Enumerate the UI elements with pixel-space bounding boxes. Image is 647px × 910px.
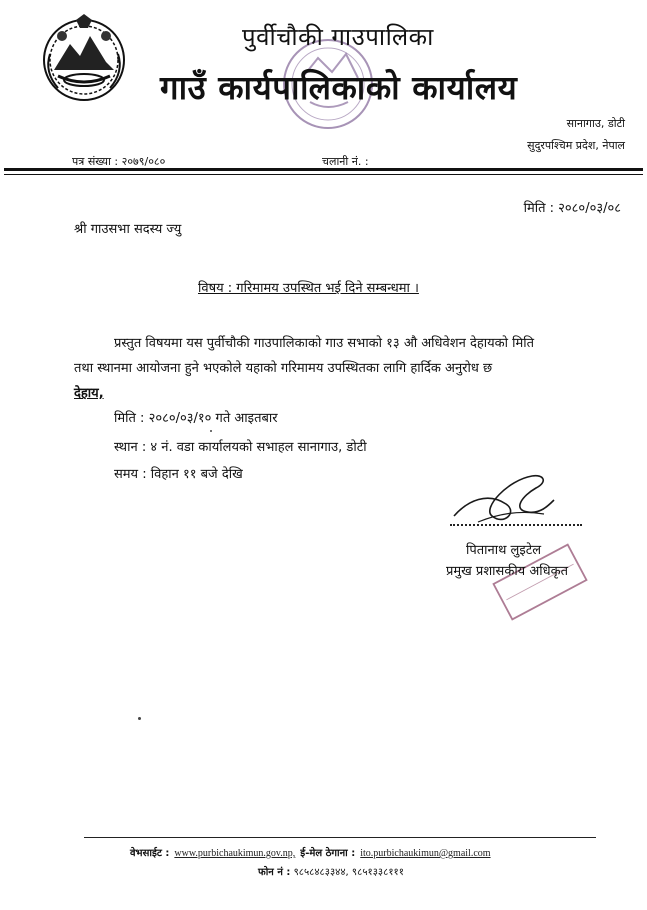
letter-date: मिति : २०८०/०३/०८	[523, 201, 621, 216]
footer-contact-line	[130, 845, 491, 859]
website-link[interactable]: www.purbichaukimun.gov.np,	[174, 848, 296, 859]
signature-line	[450, 524, 582, 526]
body-line-1: प्रस्तुत विषयमा यस पुर्वीचौकी गाउपालिकाको गाउ सभाको १३ औ अधिवेशन देहायको मिति	[114, 336, 535, 351]
footer-phone-line	[258, 864, 404, 878]
address-line-1: सानागाउ, डोटी	[566, 117, 625, 130]
email-link[interactable]: ito.purbichaukimun@gmail.com	[360, 848, 491, 859]
phone-numbers: ९८५८४८३३४४, ९८५१३३८१११	[293, 867, 404, 878]
signatory-name: पितानाथ लुइटेल	[466, 543, 542, 558]
dispatch-number: चलानी नं. :	[322, 155, 369, 168]
detail-date: मिति : २०८०/०३/१० गते आइतबार	[114, 411, 278, 426]
header-divider-thick	[4, 168, 643, 171]
body-line-2: तथा स्थानमा आयोजना हुने भएकोले यहाको गरिमामय उपस्थितका लागि हार्दिक अनुरोध छ	[74, 361, 493, 376]
office-name: गाउँ कार्यपालिकाको कार्यालय	[160, 68, 518, 107]
website-label: वेभसाईट :	[130, 848, 170, 859]
detail-time: समय : विहान ११ बजे देखि	[114, 467, 243, 482]
email-label: ई-मेल ठेगाना :	[300, 848, 356, 859]
reference-number: पत्र संख्या : २०७९/०८०	[72, 155, 166, 168]
header-divider-thin	[4, 174, 643, 175]
scan-speck	[210, 430, 212, 432]
details-heading: देहाय,	[74, 386, 104, 401]
org-name: पुर्वीचौकी गाउपालिका	[242, 23, 434, 51]
nepal-government-emblem-icon	[40, 14, 128, 102]
handwritten-signature-icon	[448, 470, 558, 530]
addressee: श्री गाउसभा सदस्य ज्यु	[74, 222, 182, 237]
footer-divider	[84, 837, 596, 838]
address-line-2: सुदुरपश्चिम प्रदेश, नेपाल	[527, 139, 625, 152]
signatory-title: प्रमुख प्रशासकीय अधिकृत	[446, 564, 569, 579]
subject-line: विषय : गरिमामय उपस्थित भई दिने सम्बन्धमा ।	[198, 281, 419, 296]
detail-venue: स्थान : ४ नं. वडा कार्यालयको सभाहल सानागाउ, डोटी	[114, 440, 367, 455]
scan-speck	[138, 717, 141, 720]
phone-label: फोन नं :	[258, 867, 291, 878]
